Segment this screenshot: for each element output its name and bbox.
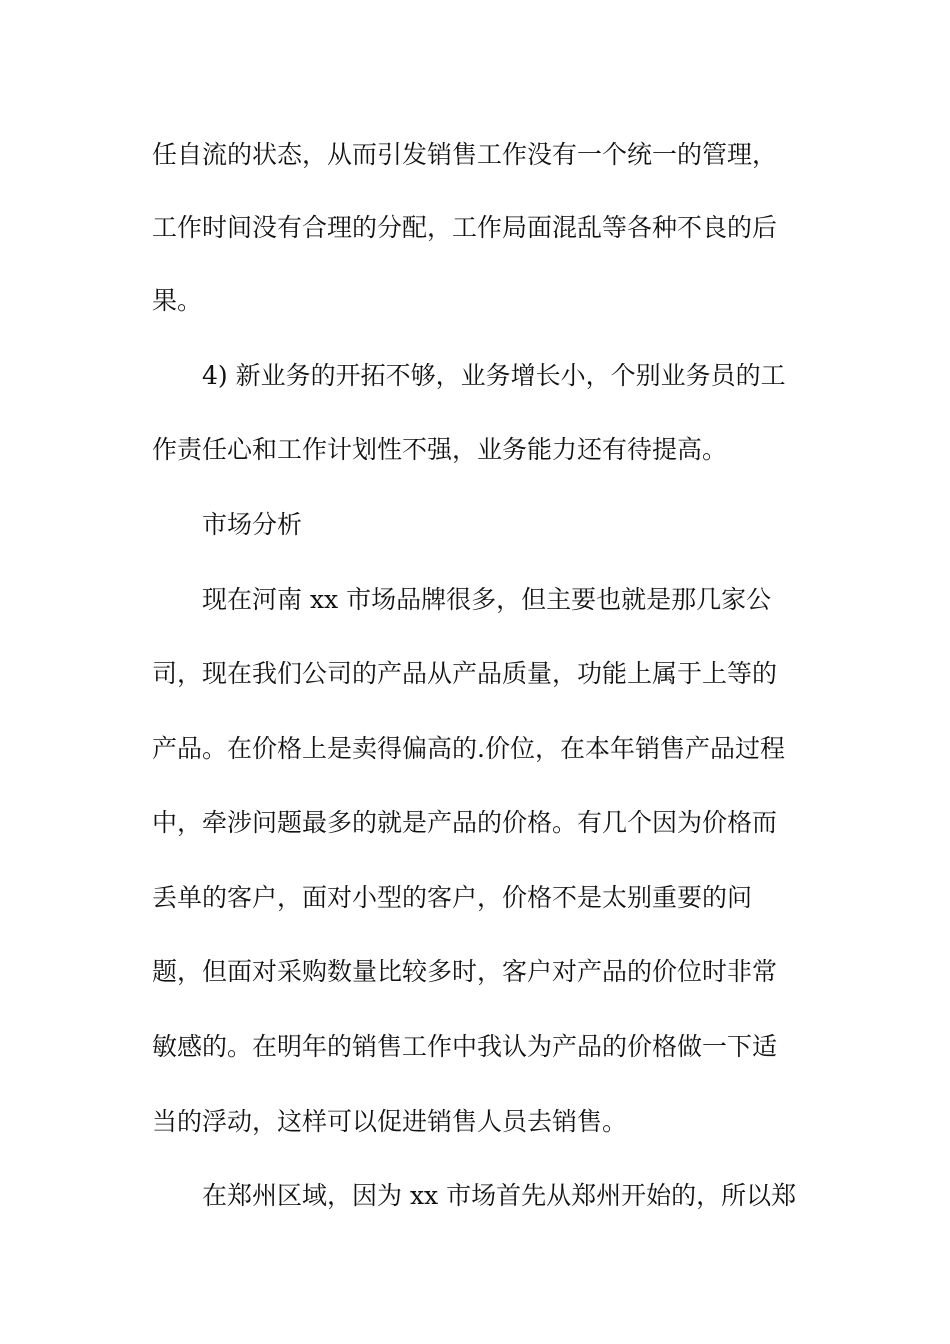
section-heading: 市场分析 xyxy=(202,510,303,539)
text-line: 现在河南 xx 市场品牌很多，但主要也就是那几家公 xyxy=(202,585,772,614)
text-line: 题，但面对采购数量比较多时，客户对产品的价位时非常 xyxy=(152,957,778,986)
text-line: 工作时间没有合理的分配，工作局面混乱等各种不良的后 xyxy=(152,213,778,242)
text-line: 在郑州区域，因为 xx 市场首先从郑州开始的，所以郑 xyxy=(202,1181,797,1210)
text-line: 任自流的状态，从而引发销售工作没有一个统一的管理， xyxy=(152,140,778,169)
text-line: 丢单的客户，面对小型的客户，价格不是太别重要的问 xyxy=(152,883,753,912)
text-line: 当的浮动，这样可以促进销售人员去销售。 xyxy=(152,1107,628,1136)
text-line: 产品。在价格上是卖得偏高的.价位，在本年销售产品过程 xyxy=(152,734,785,763)
text-line: 果。 xyxy=(152,286,203,315)
text-line: 司，现在我们公司的产品从产品质量，功能上属于上等的 xyxy=(152,659,778,688)
text-line: 中，牵涉问题最多的就是产品的价格。有几个因为价格而 xyxy=(152,808,778,837)
text-line: 4) 新业务的开拓不够，业务增长小，个别业务员的工 xyxy=(202,361,786,390)
text-line: 作责任心和工作计划性不强，业务能力还有待提高。 xyxy=(152,435,728,464)
text-line: 敏感的。在明年的销售工作中我认为产品的价格做一下适 xyxy=(152,1032,778,1061)
